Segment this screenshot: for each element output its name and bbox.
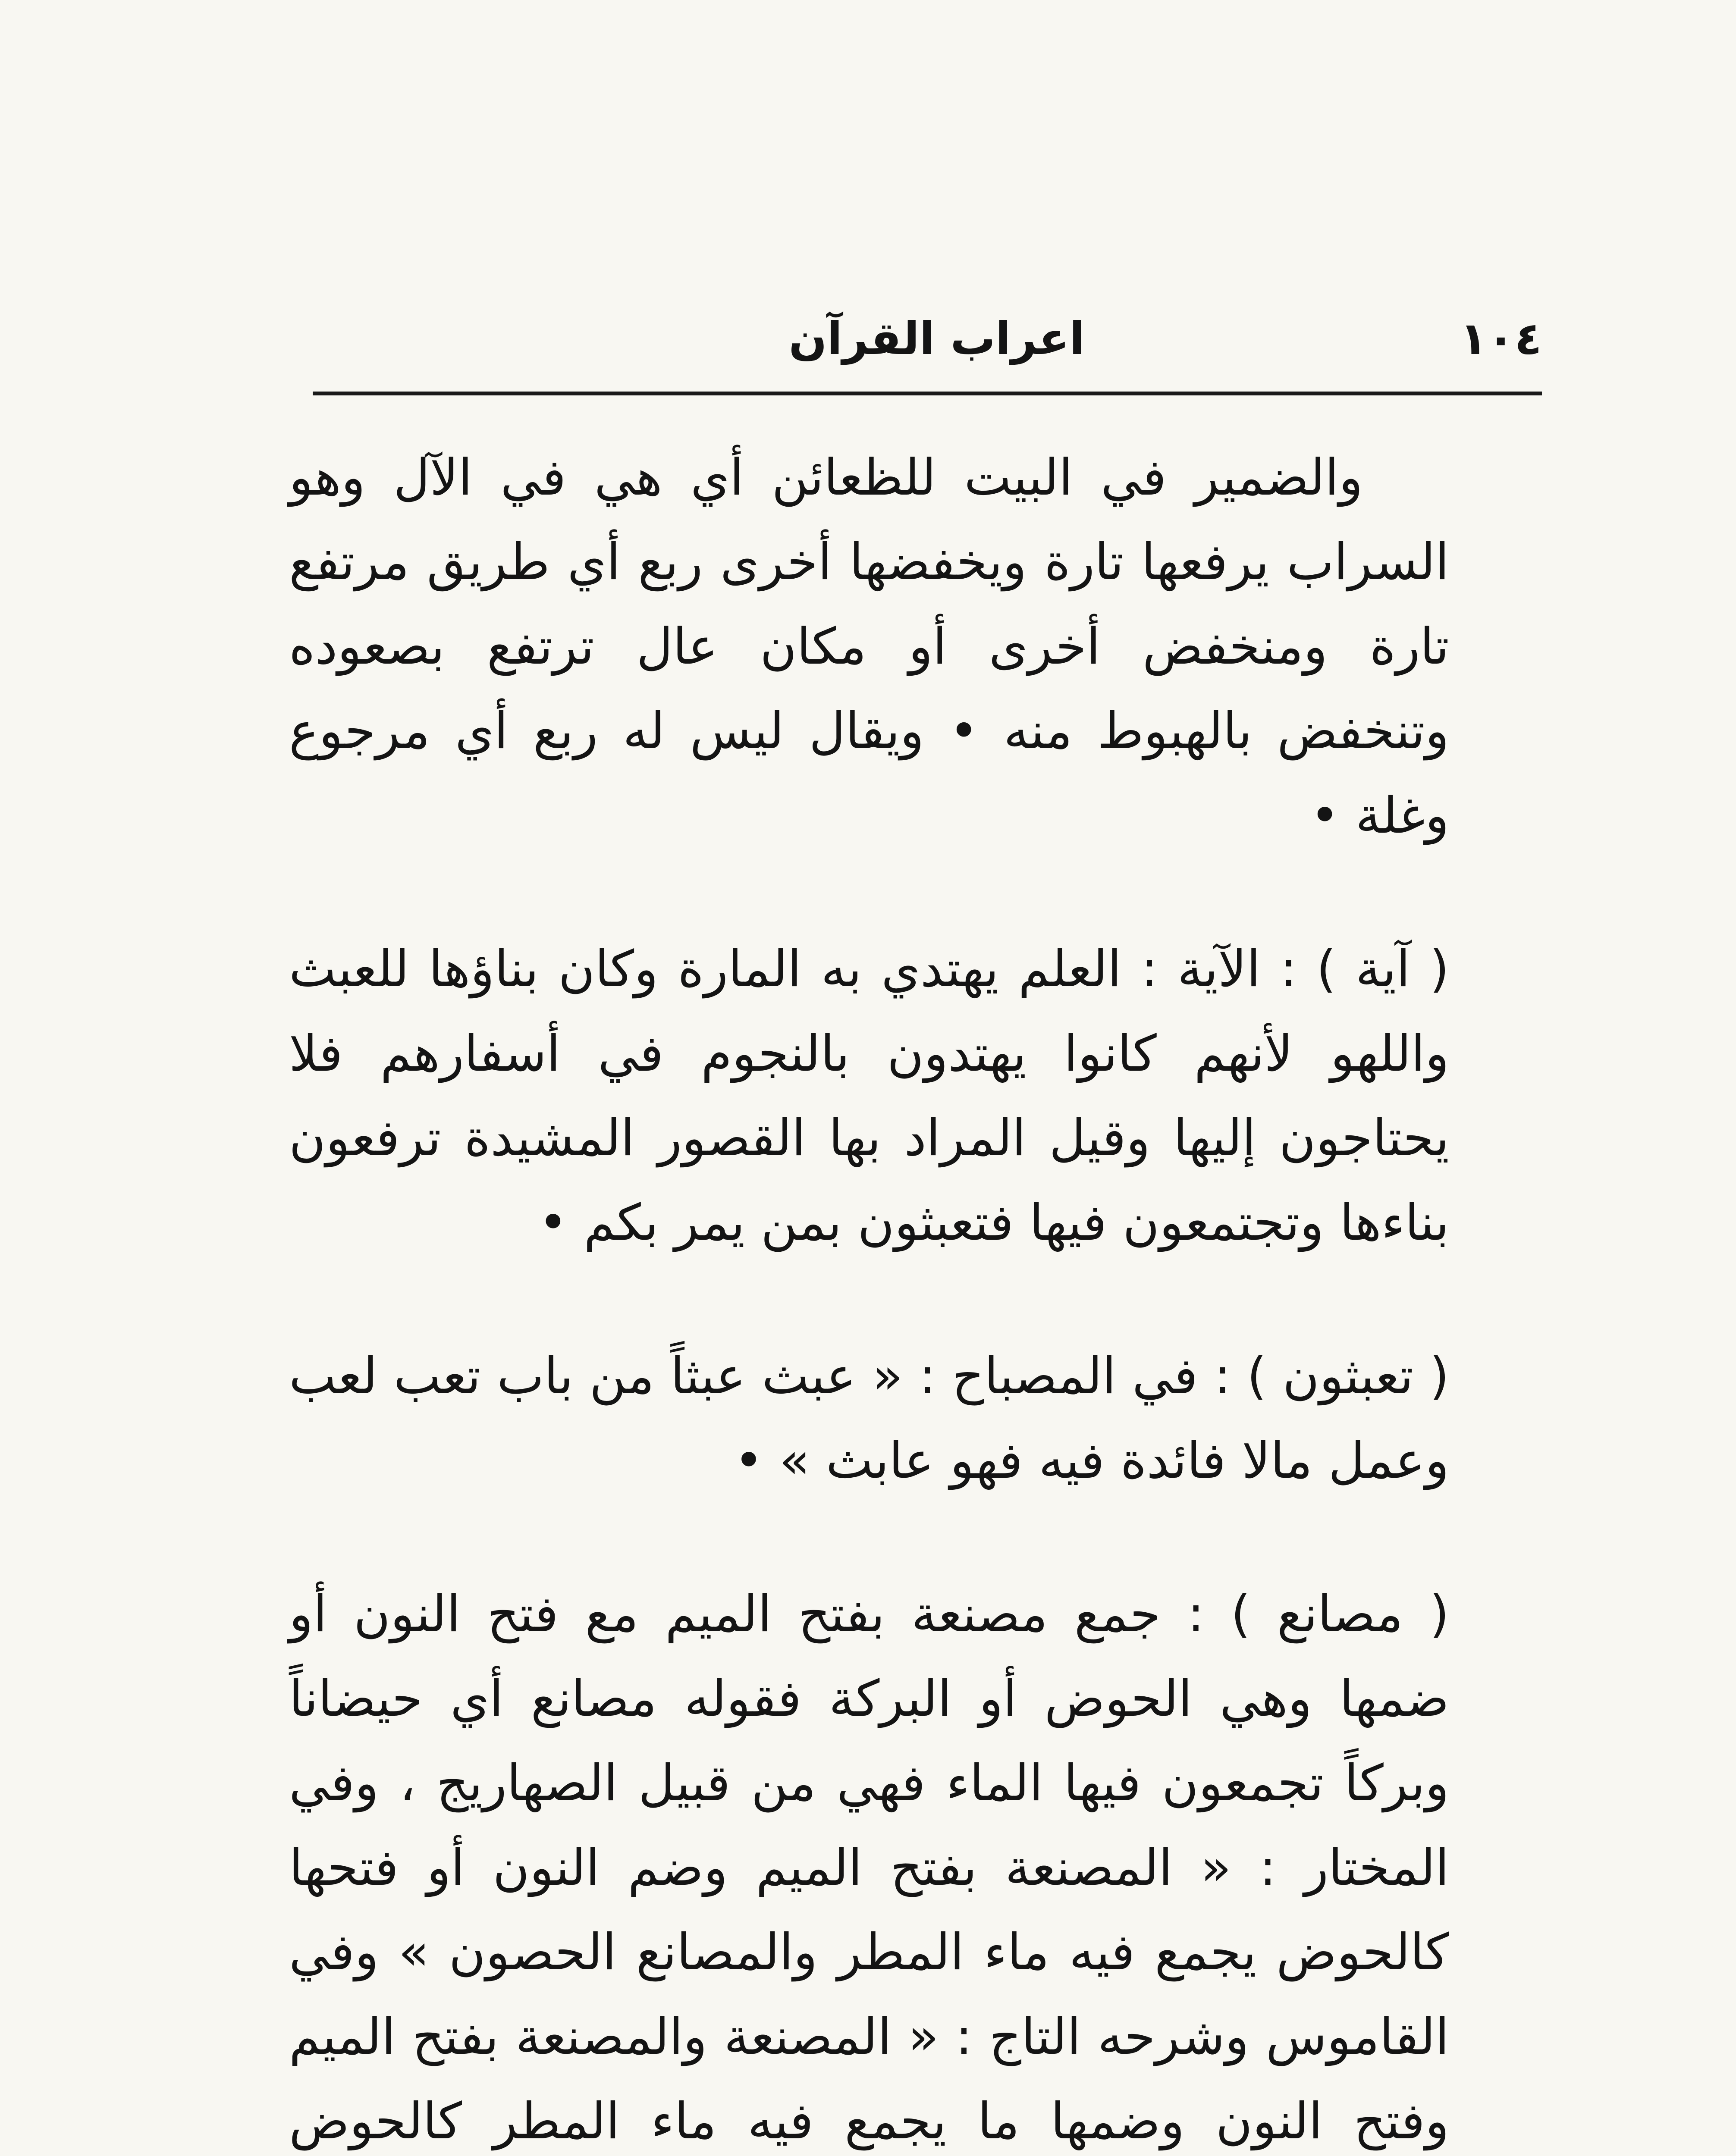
- paragraph-taabathun: ( تعبثون ) : في المصباح : « عبث عبثاً من باب تعب لعب وعمل مالا فائدة فيه فهو عابث » •: [289, 1347, 1449, 1490]
- page-number: ١٠٤: [1460, 312, 1542, 365]
- body-text: [289, 436, 1449, 2156]
- paragraph-pronoun-explanation: والضمير في البيت للظعائن أي هي في الآل وهو السراب يرفعها تارة ويخفضها أخرى ربع أي طريق مرتفع تارة ومنخفض أخرى أو مكان عال ترتفع بصعوده وتنخفض بالهبوط منه • ويقال ليس له ربع أي مرجوع وغلة •: [289, 448, 1449, 845]
- paragraph-masani: ( مصانع ) : جمع مصنعة بفتح الميم مع فتح النون أو ضمها وهي الحوض أو البركة فقوله مصانع أي حيضاناً وبركاً تجمعون فيها الماء فهي من قبيل الصهاريج ، وفي المختار : « المصنعة بفتح الميم وضم النون أو فتحها كالحوض يجمع فيه ماء المطر والمصانع الحصون » وفي القاموس وشرحه التاج : « المصنعة والمصنعة بفتح الميم وفتح النون وضمها ما يجمع فيه ماء المطر كالحوض: [289, 1585, 1449, 2150]
- paragraph-aya: ( آية ) : الآية : العلم يهتدي به المارة وكان بناؤها للعبث واللهو لأنهم كانوا يهتدون بالنجوم في أسفارهم فلا يحتاجون إليها وقيل المراد بها القصور المشيدة ترفعون بناءها وتجتمعون فيها فتعبثون بمن يمر بكم •: [289, 940, 1449, 1252]
- page-header: [313, 302, 1542, 375]
- header-rule: [313, 392, 1542, 395]
- running-title: اعراب القرآن: [788, 312, 1085, 365]
